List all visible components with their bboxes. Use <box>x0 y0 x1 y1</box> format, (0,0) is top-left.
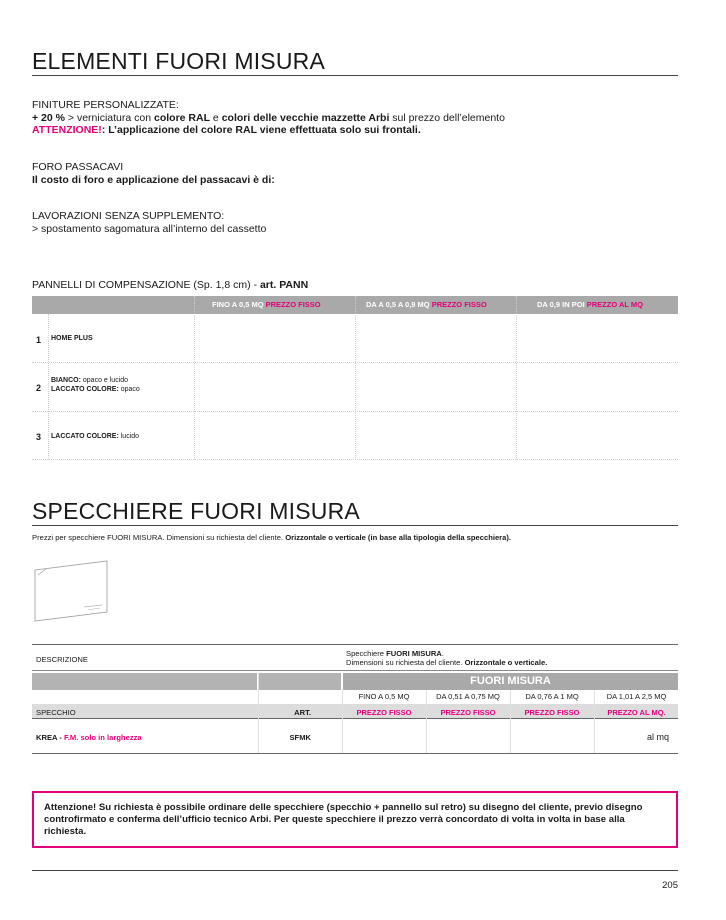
pannelli-row-num: 2 <box>36 383 42 393</box>
lavorazioni-text: > spostamento sagomatura all’interno del cassetto <box>32 222 267 235</box>
pannelli-row-label: BIANCO: opaco e lucido LACCATO COLORE: opaco <box>51 377 140 393</box>
lavorazioni-heading: LAVORAZIONI SENZA SUPPLEMENTO: <box>32 210 225 222</box>
mirror-vline <box>342 690 343 753</box>
row-rule <box>32 753 678 754</box>
finiture-line: + 20 % > verniciatura con colore RAL e colori delle vecchie mazzette Arbi sul prezzo dell’elemento <box>32 111 505 124</box>
col-specchio: SPECCHIO <box>36 708 76 717</box>
pannelli-hline <box>32 362 678 363</box>
row-rule <box>32 718 678 719</box>
grey-cell <box>259 673 341 690</box>
title-rule <box>32 525 678 526</box>
descr-text: Specchiere FUORI MISURA. Dimensioni su richiesta del cliente. Orizzontale o verticale. <box>346 649 548 667</box>
footer-rule <box>32 870 678 871</box>
pannelli-col-2: DA A 0,5 A 0,9 MQ PREZZO FISSO <box>366 300 487 309</box>
pannelli-row-num: 3 <box>36 432 42 442</box>
warning-text: Attenzione! Su richiesta è possibile ordinare delle specchiere (specchio + pannello sul retro) su disegno del cliente, previo disegno controfirmato e conferma dell’ufficio tecnico Arbi. Per queste specchiere il prezzo verrà concordato di volta in volta in base alla richiesta. <box>44 802 643 837</box>
price-col-1: PREZZO FISSO <box>356 708 412 717</box>
pannelli-vline <box>48 314 49 460</box>
foro-heading: FORO PASSACAVI <box>32 161 124 173</box>
foro-block <box>32 161 672 186</box>
mirror-vline <box>594 690 595 753</box>
col-art: ART. <box>294 708 311 717</box>
mirror-vline <box>510 690 511 753</box>
price-col-3: PREZZO FISSO <box>524 708 580 717</box>
title-rule <box>32 75 678 76</box>
price-col-2: PREZZO FISSO <box>440 708 496 717</box>
page-number: 205 <box>662 880 678 891</box>
mirror-table-top-rule <box>32 644 678 645</box>
price-col-4: PREZZO AL MQ. <box>607 708 666 717</box>
row-rule <box>32 670 678 671</box>
pannelli-row-num: 1 <box>36 335 42 345</box>
krea-unit: al mq <box>646 732 669 742</box>
warning-box <box>32 791 678 848</box>
descr-label: DESCRIZIONE <box>36 655 88 664</box>
pannelli-vline <box>516 296 517 460</box>
attenzione-line: ATTENZIONE!: L’applicazione del colore RAL viene effettuata solo sui frontali. <box>32 124 421 136</box>
lavorazioni-block <box>32 210 672 235</box>
section-title-specchiere: SPECCHIERE FUORI MISURA <box>32 498 360 524</box>
krea-art: SFMK <box>289 733 311 742</box>
grey-cell <box>32 673 257 690</box>
pannelli-row-label: HOME PLUS <box>51 335 93 342</box>
krea-row-label: KREA - F.M. solo in larghezza <box>36 733 142 742</box>
foro-text: Il costo di foro e applicazione del passacavi è di: <box>32 173 275 186</box>
size-col-1: FINO A 0,5 MQ <box>358 692 410 701</box>
pannelli-title: PANNELLI DI COMPENSAZIONE (Sp. 1,8 cm) - art. PANN <box>32 279 309 291</box>
finiture-heading: FINITURE PERSONALIZZATE: <box>32 99 179 111</box>
mirror-vline <box>426 690 427 753</box>
pannelli-row-label: LACCATO COLORE: lucido <box>51 433 140 440</box>
pannelli-hline <box>32 459 678 460</box>
pannelli-vline <box>355 296 356 460</box>
fuori-misura-header: FUORI MISURA <box>343 673 678 690</box>
pannelli-col-3: DA 0,9 IN POI PREZZO AL MQ <box>537 300 643 309</box>
size-col-2: DA 0,51 A 0,75 MQ <box>436 692 500 701</box>
pannelli-hline <box>32 411 678 412</box>
pannelli-col-1: FINO A 0,5 MQ PREZZO FISSO <box>212 300 321 309</box>
specchiere-intro: Prezzi per specchiere FUORI MISURA. Dimensioni su richiesta del cliente. Orizzontale o verticale (in base alla tipologia della specchiera). <box>32 533 511 542</box>
finiture-block <box>32 99 672 137</box>
pannelli-vline <box>194 296 195 460</box>
size-col-3: DA 0,76 A 1 MQ <box>525 692 579 701</box>
section-title-elementi: ELEMENTI FUORI MISURA <box>32 48 326 74</box>
size-col-4: DA 1,01 A 2,5 MQ <box>606 692 667 701</box>
mirror-illustration <box>32 558 110 622</box>
